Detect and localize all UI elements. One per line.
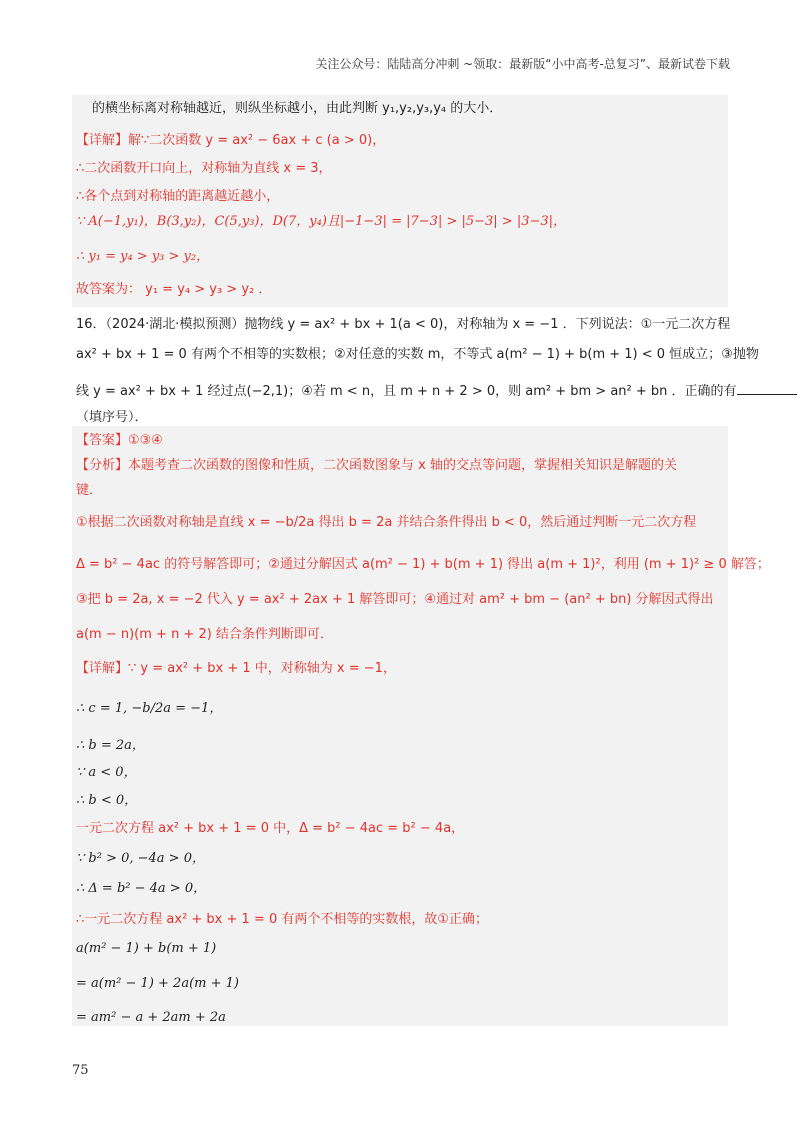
analysis-line: 键．	[76, 483, 103, 498]
answer-blank	[737, 382, 797, 395]
math-line: 一元二次方程 ax² + bx + 1 = 0 中，Δ = b² − 4ac = b² − 4a，	[76, 821, 465, 836]
analysis-line: Δ = b² − 4ac 的符号解答即可；②通过分解因式 a(m² − 1) + b(m + 1) 得出 a(m + 1)²，利用 (m + 1)² ≥ 0 解答；	[76, 557, 770, 572]
math-line: ∵ A(−1,y₁)，B(3,y₂)，C(5,y₃)，D(7，y₄)且|−1−3| = |7−3| > |5−3| > |3−3|，	[76, 214, 567, 229]
page-header: 关注公众号：陆陆高分冲刺 ~领取：最新版“小中高考-总复习”、最新试卷下载	[315, 57, 730, 71]
math-line: ∴ c = 1, −b/2a = −1，	[76, 701, 223, 716]
math-line: ∵ a < 0，	[76, 765, 137, 780]
math-line: ∴ b = 2a，	[76, 738, 145, 753]
detail-heading-line: 【详解】∵ y = ax² + bx + 1 中，对称轴为 x = −1，	[76, 661, 396, 676]
analysis-line: ①根据二次函数对称轴是直线 x = −b/2a 得出 b = 2a 并结合条件得出 b < 0，然后通过判断一元二次方程	[76, 515, 697, 530]
detail-heading-line: 【详解】解∵二次函数 y = ax² − 6ax + c (a > 0)，	[76, 133, 386, 148]
math-line: = am² − a + 2am + 2a	[76, 1010, 226, 1025]
question-16-line-2: ax² + bx + 1 = 0 有两个不相等的实数根；②对任意的实数 m，不等式 a(m² − 1) + b(m + 1) < 0 恒成立；③抛物	[76, 347, 759, 362]
text-line: 的横坐标离对称轴越近，则纵坐标越小，由此判断 y₁,y₂,y₃,y₄ 的大小．	[92, 101, 503, 116]
analysis-line: a(m − n)(m + n + 2) 结合条件判断即可．	[76, 627, 333, 642]
question-16-line-3	[76, 382, 797, 401]
question-16-text: 线 y = ax² + bx + 1 经过点(−2,1)；④若 m < n，且 m + n + 2 > 0，则 am² + bm > an² + bn ．正确的有	[76, 384, 737, 399]
analysis-line: ③把 b = 2a, x = −2 代入 y = ax² + 2ax + 1 解答即可；④通过对 am² + bm − (an² + bn) 分解因式得出	[76, 592, 714, 607]
question-16-line-4: （填序号）．	[76, 410, 148, 425]
math-line: ∴ b < 0，	[76, 793, 138, 808]
math-line: a(m² − 1) + b(m + 1)	[76, 941, 217, 956]
math-line: ∴ y₁ = y₄ > y₃ > y₂，	[76, 249, 210, 264]
text-line: ∴二次函数开口向上，对称轴为直线 x = 3，	[76, 161, 332, 176]
answer-label: 【答案】①③④	[76, 433, 163, 448]
math-line: = a(m² − 1) + 2a(m + 1)	[76, 976, 239, 991]
page-number: 75	[72, 1063, 89, 1078]
analysis-line: 【分析】本题考查二次函数的图像和性质，二次函数图象与 x 轴的交点等问题，掌握相关知识是解题的关	[76, 458, 677, 473]
answer-line: 故答案为： y₁ = y₄ > y₃ > y₂ ．	[76, 282, 272, 297]
text-line: ∴各个点到对称轴的距离越近越小，	[76, 189, 280, 204]
math-line: ∴一元二次方程 ax² + bx + 1 = 0 有两个不相等的实数根，故①正确；	[76, 912, 489, 927]
math-line: ∴ Δ = b² − 4a > 0，	[76, 881, 207, 896]
math-line: ∵ b² > 0, −4a > 0，	[76, 851, 205, 866]
question-16-line-1: 16．（2024·湖北·模拟预测）抛物线 y = ax² + bx + 1(a < 0)，对称轴为 x = −1 ．下列说法：①一元二次方程	[76, 317, 731, 332]
